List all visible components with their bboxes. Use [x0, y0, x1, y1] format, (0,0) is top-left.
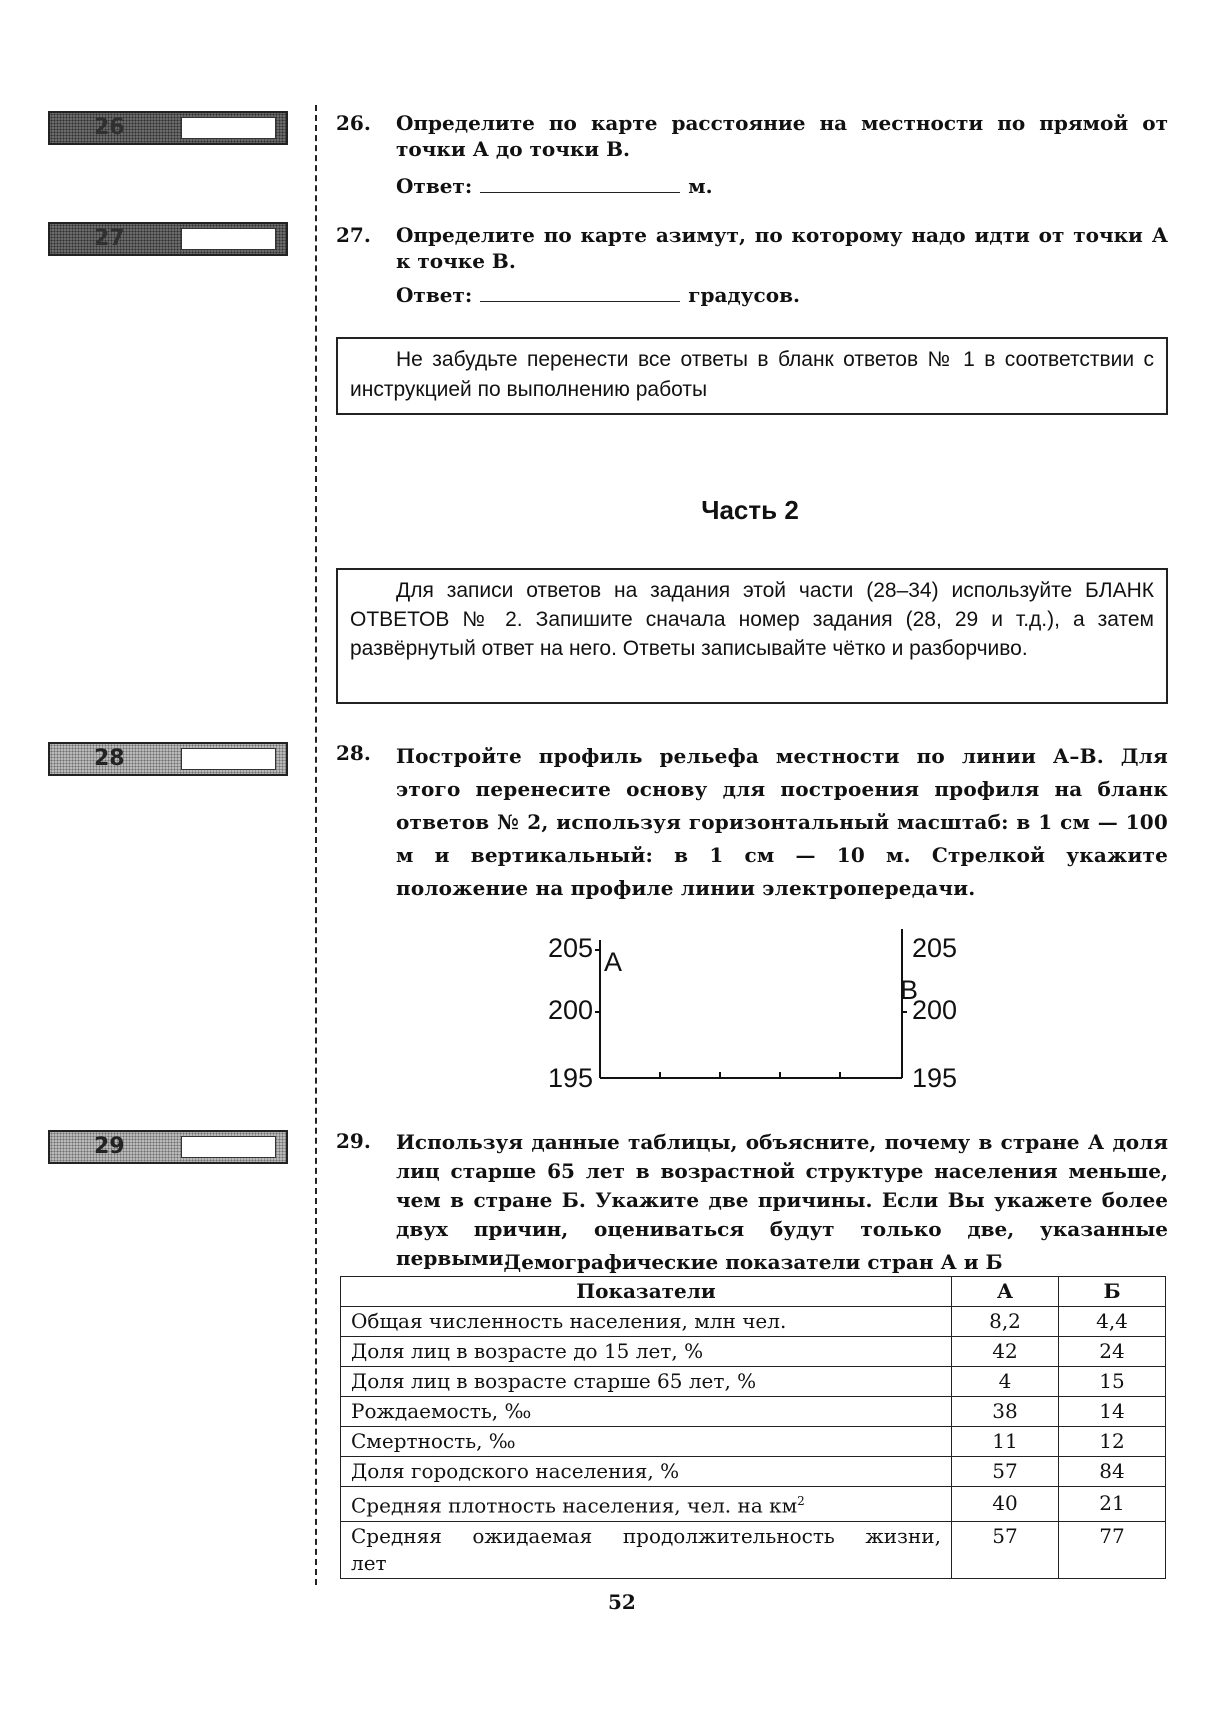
header-country-a: А [952, 1277, 1059, 1307]
left-label-200: 200 [548, 995, 594, 1025]
demographics-table [340, 1276, 1166, 1579]
answer-box-number: 27 [94, 226, 125, 251]
value-b: 14 [1059, 1397, 1166, 1427]
answer-unit: м. [688, 174, 713, 198]
row-label-cell [341, 1487, 952, 1522]
value-a: 57 [952, 1457, 1059, 1487]
task-text: Определите по карте азимут, по которому надо идти от точки А к точке В. [396, 223, 1168, 273]
superscript: 2 [797, 1494, 805, 1508]
task-26 [336, 110, 1168, 162]
table-row [341, 1457, 1166, 1487]
table-header-row [341, 1277, 1166, 1307]
table-row [341, 1307, 1166, 1337]
row-label-line2: лет [351, 1550, 387, 1575]
task-number: 26. [336, 111, 371, 135]
right-label-205: 205 [912, 933, 958, 963]
answer-box-number: 29 [94, 1134, 125, 1159]
row-label: Доля лиц в возрасте до 15 лет, % [341, 1337, 952, 1367]
value-b: 77 [1059, 1521, 1166, 1578]
left-label-205: 205 [548, 933, 594, 963]
row-label-cell [341, 1521, 952, 1578]
header-indicators: Показатели [341, 1277, 952, 1307]
answer-box-field[interactable] [181, 1136, 276, 1158]
table-row [341, 1427, 1166, 1457]
answer-box-field[interactable] [181, 228, 276, 250]
answer-box-number: 26 [94, 115, 125, 140]
table-row [341, 1367, 1166, 1397]
task-text: Постройте профиль рельефа местности по линии А–В. Для этого перенесите основу для построения профиля на бланк ответов № 2, используя горизонтальный масштаб: в 1 см — 100 м и вертикальный: в 1 см — 10 м. Стрелкой укажите положение на профиле линии электропередачи. [396, 744, 1168, 900]
table-caption: Демографические показатели стран А и Б [503, 1250, 1003, 1274]
value-a: 42 [952, 1337, 1059, 1367]
answer-blank[interactable] [480, 283, 680, 302]
page-number: 52 [608, 1590, 636, 1614]
answer-box-number: 28 [94, 746, 125, 771]
task-number: 28. [336, 741, 371, 765]
task-number: 27. [336, 223, 371, 247]
profile-base-diagram [540, 925, 960, 1095]
table-row [341, 1487, 1166, 1522]
row-label: Средняя плотность населения, чел. на км [351, 1493, 798, 1518]
value-b: 4,4 [1059, 1307, 1166, 1337]
row-label: Доля городского населения, % [341, 1457, 952, 1487]
row-label: Смертность, ‰ [341, 1427, 952, 1457]
value-a: 4 [952, 1367, 1059, 1397]
task-text: Используя данные таблицы, объясните, почему в стране А доля лиц старше 65 лет в возрастной структуре населения меньше, чем в стране Б. Укажите две причины. Если Вы укажете более двух причин, оцениваться будут только две, указанные первыми. [396, 1130, 1168, 1270]
answer-box-29 [48, 1130, 288, 1164]
task-27 [336, 222, 1168, 274]
value-a: 8,2 [952, 1307, 1059, 1337]
table-row [341, 1521, 1166, 1578]
right-label-195: 195 [912, 1063, 958, 1093]
answer-box-field[interactable] [181, 117, 276, 139]
row-label: Рождаемость, ‰ [341, 1397, 952, 1427]
answer-blank[interactable] [480, 174, 680, 193]
task-28 [336, 740, 1168, 905]
note-transfer-answers: Не забудьте перенести все ответы в бланк ответов № 1 в соответствии с инструкцией по выполнению работы [336, 337, 1168, 415]
value-a: 40 [952, 1487, 1059, 1522]
value-a: 57 [952, 1521, 1059, 1578]
table-row [341, 1337, 1166, 1367]
right-label-200: 200 [912, 995, 958, 1025]
task-number: 29. [336, 1129, 371, 1153]
point-b-label: В [900, 975, 919, 1005]
value-b: 24 [1059, 1337, 1166, 1367]
header-country-b: Б [1059, 1277, 1166, 1307]
value-b: 15 [1059, 1367, 1166, 1397]
answer-box-27 [48, 222, 288, 256]
value-a: 11 [952, 1427, 1059, 1457]
value-b: 21 [1059, 1487, 1166, 1522]
part-title: Часть 2 [701, 495, 799, 525]
row-label-line1: Средняя ожидаемая продолжительность жизни, [351, 1523, 941, 1548]
answer-box-28 [48, 742, 288, 776]
table-row [341, 1397, 1166, 1427]
value-a: 38 [952, 1397, 1059, 1427]
left-label-195: 195 [548, 1063, 594, 1093]
value-b: 12 [1059, 1427, 1166, 1457]
answer-label: Ответ: [396, 174, 473, 198]
answer-line-27 [396, 283, 800, 307]
answer-box-26 [48, 111, 288, 145]
answer-box-field[interactable] [181, 748, 276, 770]
point-a-label: А [604, 947, 623, 977]
cut-line [315, 105, 317, 1585]
value-b: 84 [1059, 1457, 1166, 1487]
task-text: Определите по карте расстояние на местности по прямой от точки А до точки В. [396, 111, 1168, 161]
answer-line-26 [396, 174, 713, 198]
note-part2-instructions: Для записи ответов на задания этой части (28–34) используйте БЛАНК ОТВЕТОВ № 2. Запишите сначала номер задания (28, 29 и т.д.), а затем развёрнутый ответ на него. Ответы записывайте чётко и разборчиво. [336, 568, 1168, 704]
row-label: Общая численность населения, млн чел. [341, 1307, 952, 1337]
answer-unit: градусов. [688, 283, 800, 307]
answer-label: Ответ: [396, 283, 473, 307]
row-label: Доля лиц в возрасте старше 65 лет, % [341, 1367, 952, 1397]
